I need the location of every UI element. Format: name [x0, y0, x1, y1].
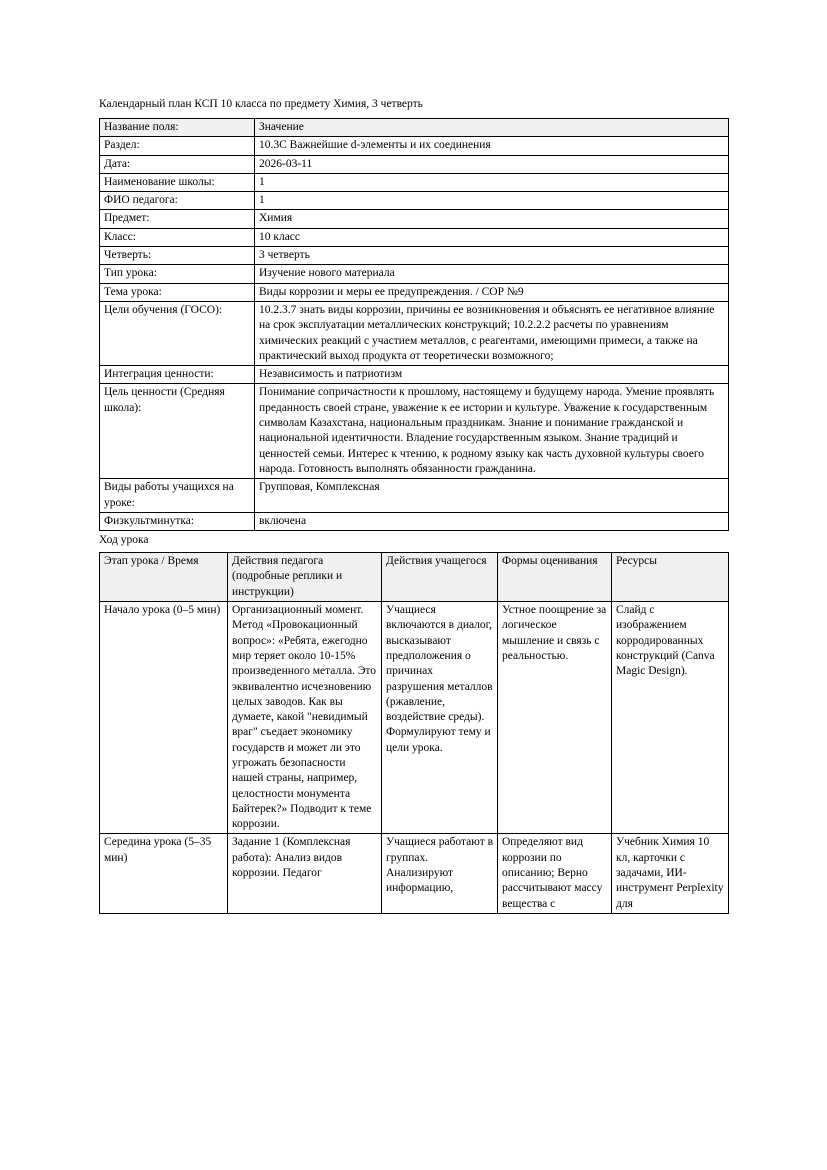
flow-cell-resources: Учебник Химия 10 кл, карточки с задачами, ИИ-инструмент Perplexity для [612, 834, 729, 913]
flow-cell-stage: Начало урока (0–5 мин) [100, 602, 228, 834]
table-row [100, 192, 729, 210]
table-row [100, 512, 729, 530]
table-row [100, 173, 729, 191]
info-field-label: Виды работы учащихся на уроке: [100, 479, 255, 513]
info-table-header-row [100, 119, 729, 137]
lesson-info-table [99, 118, 729, 531]
table-row [100, 479, 729, 513]
info-field-value: 3 четверть [255, 247, 729, 265]
flow-cell-assessment: Определяют вид коррозии по описанию; Верно рассчитывают массу вещества с [498, 834, 612, 913]
info-field-label: Тип урока: [100, 265, 255, 283]
flow-header-teacher: Действия педагога (подробные реплики и инструкции) [228, 553, 382, 602]
info-field-value: 1 [255, 173, 729, 191]
info-field-value: Понимание сопричастности к прошлому, настоящему и будущему народа. Умение проявлять преданность своей стране, уважение к ее истории и культуре. Уважение к государственным символам Казахстана, национальным праздникам. Знание и понимание гражданской и национальной идентичности. Владение государственным языком. Знание традиций и ценностей семьи. Интерес к чтению, к родному языку как часть духовной культуры своего народа. Готовность выполнять обязанности гражданина. [255, 384, 729, 479]
info-field-value: Виды коррозии и меры ее предупреждения. / СОР №9 [255, 283, 729, 301]
table-row [100, 265, 729, 283]
info-field-value: 1 [255, 192, 729, 210]
info-field-label: ФИО педагога: [100, 192, 255, 210]
info-field-value: Химия [255, 210, 729, 228]
flow-cell-student: Учащиеся включаются в диалог, высказывают предположения о причинах разрушения металлов (ржавление, воздействие среды). Формулируют тему и цели урока. [382, 602, 498, 834]
info-field-label: Предмет: [100, 210, 255, 228]
info-field-label: Интеграция ценности: [100, 366, 255, 384]
info-field-label: Дата: [100, 155, 255, 173]
flow-cell-teacher: Организационный момент. Метод «Провокационный вопрос»: «Ребята, ежегодно мир теряет около 10-15% произведенного металла. Это эквивалентно исчезновению целых заводов. Как вы думаете, какой "невидимый враг" съедает экономику государств и может ли это угрожать безопасности нашей страны, например, целостности монумента Байтерек?» Подводит к теме коррозии. [228, 602, 382, 834]
info-field-value: включена [255, 512, 729, 530]
table-row [100, 384, 729, 479]
table-row [100, 247, 729, 265]
info-header-field: Название поля: [100, 119, 255, 137]
info-field-label: Раздел: [100, 137, 255, 155]
table-row [100, 283, 729, 301]
info-field-label: Цели обучения (ГОСО): [100, 301, 255, 365]
table-row [100, 301, 729, 365]
info-field-label: Наименование школы: [100, 173, 255, 191]
info-field-label: Четверть: [100, 247, 255, 265]
info-field-label: Физкультминутка: [100, 512, 255, 530]
info-header-value: Значение [255, 119, 729, 137]
info-field-value: Независимость и патриотизм [255, 366, 729, 384]
table-row [100, 834, 729, 913]
info-field-value: Групповая, Комплексная [255, 479, 729, 513]
lesson-flow-table [99, 552, 729, 914]
info-field-value: 10.2.3.7 знать виды коррозии, причины ее возникновения и объяснять ее негативное влияние на срок эксплуатации металлических конструкций; 10.2.2.2 расчеты по уравнениям химических реакций с участием металлов, с реагентами, имеющими примеси, а также на практический выход продукта от теоретически возможного; [255, 301, 729, 365]
flow-header-student: Действия учащегося [382, 553, 498, 602]
info-field-value: 10.3C Важнейшие d-элементы и их соединения [255, 137, 729, 155]
table-row [100, 366, 729, 384]
info-field-value: 2026-03-11 [255, 155, 729, 173]
flow-cell-stage: Середина урока (5–35 мин) [100, 834, 228, 913]
flow-table-header-row [100, 553, 729, 602]
table-row [100, 210, 729, 228]
flow-header-assessment: Формы оценивания [498, 553, 612, 602]
info-field-label: Тема урока: [100, 283, 255, 301]
info-field-value: 10 класс [255, 228, 729, 246]
table-row [100, 137, 729, 155]
flow-cell-resources: Слайд с изображением корродированных конструкций (Canva Magic Design). [612, 602, 729, 834]
table-row [100, 228, 729, 246]
page-title: Календарный план КСП 10 класса по предмету Химия, 3 четверть [99, 98, 423, 110]
flow-header-resources: Ресурсы [612, 553, 729, 602]
flow-header-stage: Этап урока / Время [100, 553, 228, 602]
table-row [100, 602, 729, 834]
flow-cell-teacher: Задание 1 (Комплексная работа): Анализ видов коррозии. Педагог [228, 834, 382, 913]
flow-cell-student: Учащиеся работают в группах. Анализируют информацию, [382, 834, 498, 913]
info-field-label: Цель ценности (Средняя школа): [100, 384, 255, 479]
flow-cell-assessment: Устное поощрение за логическое мышление и связь с реальностью. [498, 602, 612, 834]
document-content [99, 97, 728, 914]
info-field-value: Изучение нового материала [255, 265, 729, 283]
info-field-label: Класс: [100, 228, 255, 246]
table-row [100, 155, 729, 173]
lesson-flow-heading: Ход урока [99, 534, 149, 547]
